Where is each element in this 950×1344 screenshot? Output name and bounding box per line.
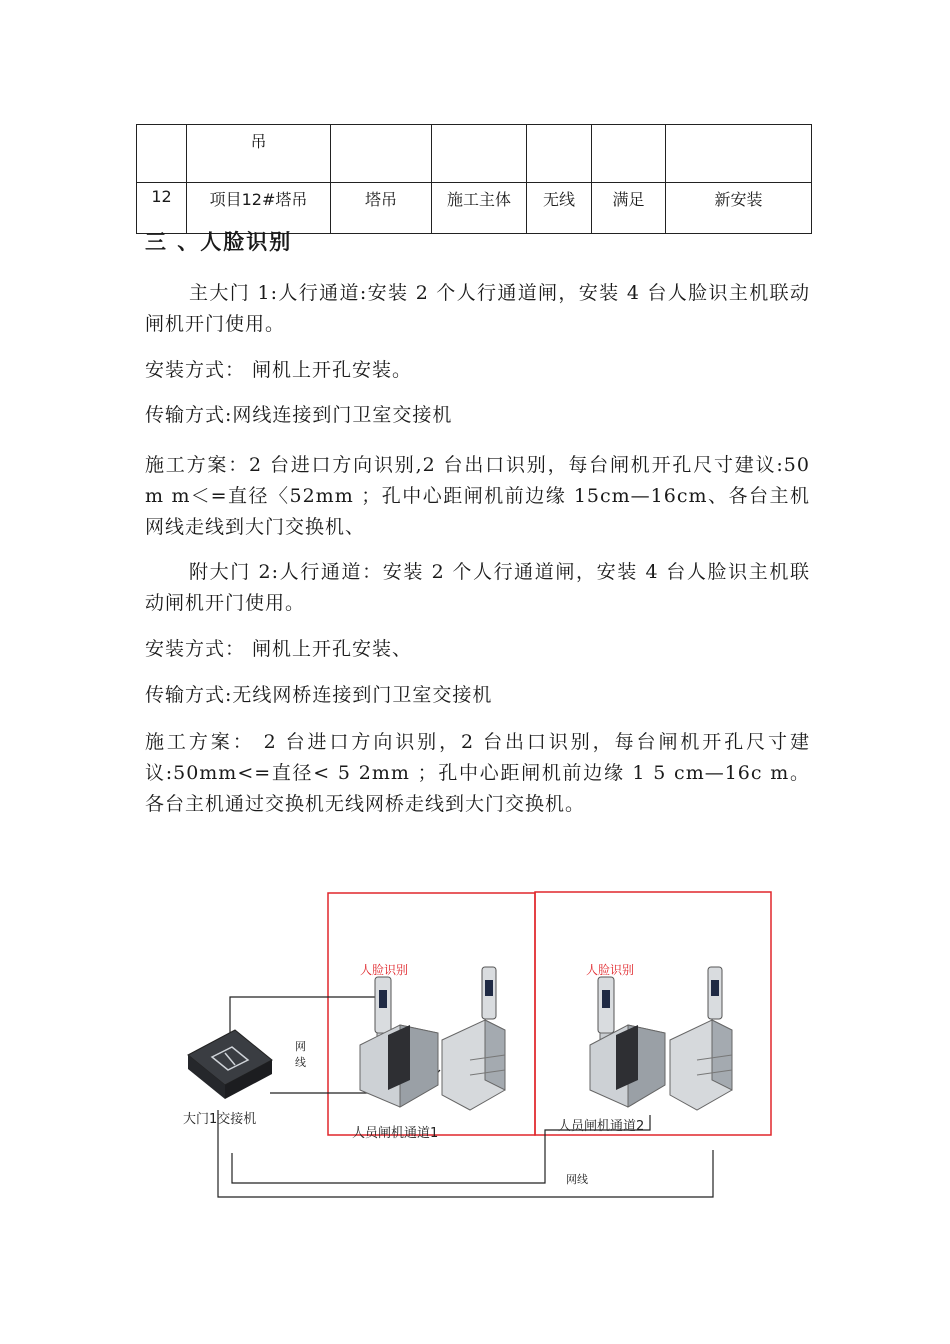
channel-1-label: 人员闸机通道1 <box>352 1126 439 1141</box>
paragraph-transmission-1: 传输方式:网线连接到门卫室交接机 <box>145 404 453 426</box>
table-cell <box>666 125 812 183</box>
face-recognition-label-1: 人脸识别 <box>360 963 409 977</box>
table-cell <box>137 125 187 183</box>
paragraph-construction-plan-2: 施工方案： 2 台进口方向识别，2 台出口识别，每台闸机开孔尺寸建议:50mm<=直径< 5 2mm ；孔中心距闸机前边缘 1 5 cm—16c m。各台主机通过交换机无线网桥走线到大门交换机。 <box>145 731 810 815</box>
paragraph-construction-plan-1: 施工方案：2 台进口方向识别,2 台出口识别，每台闸机开孔尺寸建议:50 m m＜=直径〈52mm ；孔中心距闸机前边缘 15cm—16cm、各台主机网线走线到大门交换机、 <box>145 454 810 538</box>
switch-label: 大门1交接机 <box>183 1112 257 1127</box>
table-cell: 施工主体 <box>432 183 527 234</box>
face-terminal-2b <box>708 967 722 1019</box>
gate-turnstile-1a <box>360 1025 438 1107</box>
table-row <box>137 125 812 183</box>
table-cell: 12 <box>137 183 187 234</box>
gate-turnstile-2b <box>670 1020 732 1110</box>
table-cell: 无线 <box>527 183 592 234</box>
table-cell <box>527 125 592 183</box>
diagram-graphics <box>170 885 790 1215</box>
paragraph-side-gate: 附大门 2:人行通道：安装 2 个人行通道闸，安装 4 台人脸识主机联动闸机开门使用。 <box>145 561 810 614</box>
switch-device <box>188 1030 272 1099</box>
table-cell: 塔吊 <box>331 183 432 234</box>
network-diagram <box>170 885 790 1215</box>
equipment-table <box>136 124 812 234</box>
channel-1-frame <box>328 893 535 1135</box>
table-cell: 满足 <box>592 183 666 234</box>
table-cell: 吊 <box>187 125 331 183</box>
table-cell <box>331 125 432 183</box>
paragraph-install-method-2: 安装方式： 闸机上开孔安装、 <box>145 638 413 660</box>
cable-line <box>230 997 375 1045</box>
table-cell: 新安装 <box>666 183 812 234</box>
section-heading: 三 、人脸识别 <box>145 230 293 254</box>
paragraph-transmission-2: 传输方式:无线网桥连接到门卫室交接机 <box>145 684 493 706</box>
channel-2-label: 人员闸机通道2 <box>558 1119 645 1134</box>
cable-label-bottom: 网线 <box>566 1173 588 1186</box>
cable-label-top: 网 线 <box>295 1040 306 1069</box>
table-cell <box>432 125 527 183</box>
paragraph-main-gate: 主大门 1:人行通道:安装 2 个人行通道闸，安装 4 台人脸识主机联动闸机开门使用。 <box>145 282 810 335</box>
table-cell: 项目12#塔吊 <box>187 183 331 234</box>
channel-2-frame <box>535 892 771 1135</box>
gate-turnstile-1b <box>442 1020 505 1110</box>
face-terminal-1b <box>482 967 496 1019</box>
face-recognition-label-2: 人脸识别 <box>586 963 635 977</box>
table-cell <box>592 125 666 183</box>
paragraph-install-method-1: 安装方式： 闸机上开孔安装。 <box>145 359 413 381</box>
